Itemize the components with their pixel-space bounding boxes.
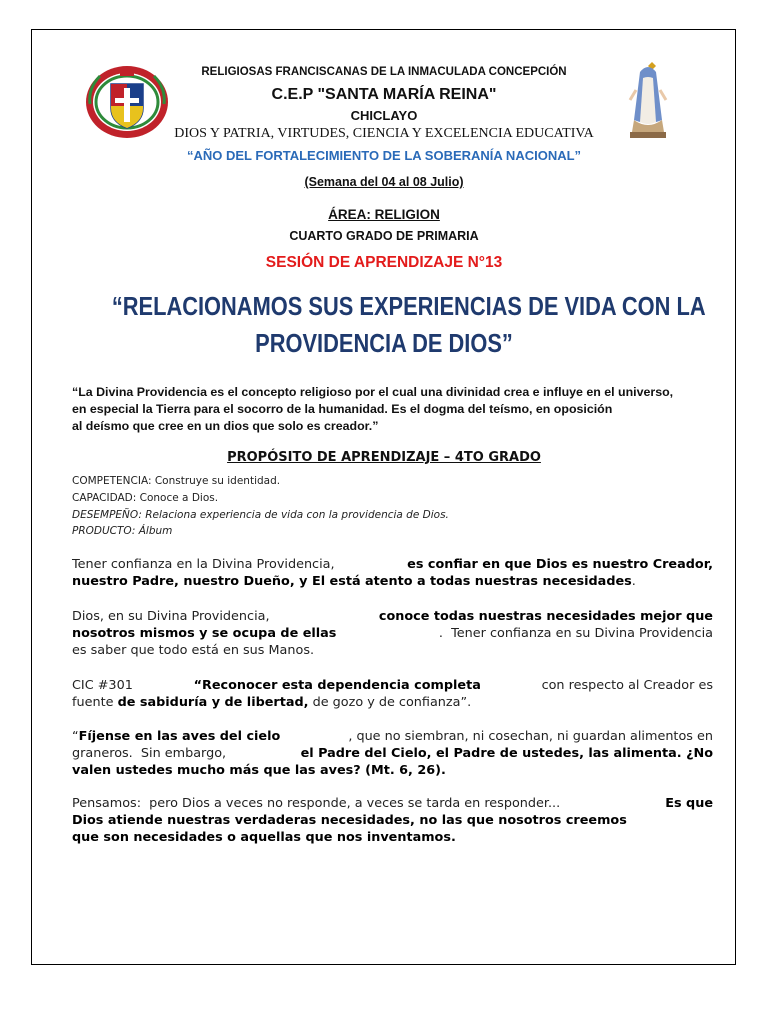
session-number: SESIÓN DE APRENDIZAJE N°13 <box>265 254 503 271</box>
paragraph-thinking: Pensamos: pero Dios a veces no responde, a veces se tarda en responder... Es que Dios atiende nuestras verdaderas necesidades, no las que nosotros creemos que son necesidades o aquellas que nos inventamos. <box>72 796 713 845</box>
desempeno-line: DESEMPEÑO: Relaciona experiencia de vida con la providencia de Dios. <box>72 509 449 521</box>
paragraph-providence: Dios, en su Divina Providencia, conoce todas nuestras necesidades mejor que nosotros mismos y se ocupa de ellas . Tener confianza en su Divina Providencia es saber que todo está en sus Manos. <box>72 609 713 658</box>
purpose-title: PROPÓSITO DE APRENDIZAJE – 4TO GRADO <box>227 450 541 465</box>
year-name: “AÑO DEL FORTALECIMIENTO DE LA SOBERANÍA NACIONAL” <box>186 148 582 163</box>
session-title-line-1: “RELACIONAMOS SUS EXPERIENCIAS DE VIDA CON LA <box>111 291 706 321</box>
congregation-name: RELIGIOSAS FRANCISCANAS DE LA INMACULADA CONCEPCIÓN <box>201 66 567 78</box>
grade-label: CUARTO GRADO DE PRIMARIA <box>289 229 479 243</box>
quote-line-2: en especial la Tierra para el socorro de la humanidad. Es el dogma del teísmo, en oposición <box>72 402 613 416</box>
week-range: (Semana del 04 al 08 Julio) <box>304 175 464 189</box>
school-city: CHICLAYO <box>350 108 418 123</box>
paragraph-birds: “Fíjense en las aves del cielo , que no siembran, ni cosechan, ni guardan alimentos en graneros. Sin embargo, el Padre del Cielo, el Padre de ustedes, las alimenta. ¿No valen ustedes mucho más que las aves? (Mt. 6, 26). <box>72 729 713 778</box>
paragraph-trust: Tener confianza en la Divina Providencia, es confiar en que Dios es nuestro Creador, nuestro Padre, nuestro Dueño, y El está atento a todas nuestras necesidades. <box>72 557 713 589</box>
quote-line-3: al deísmo que cree en un dios que solo es creador.” <box>72 419 379 433</box>
capacidad-line: CAPACIDAD: Conoce a Dios. <box>72 492 219 504</box>
area-label: ÁREA: RELIGION <box>328 207 440 222</box>
producto-line: PRODUCTO: Álbum <box>72 525 173 537</box>
paragraph-cic: CIC #301 “Reconocer esta dependencia completa con respecto al Creador es fuente de sabiduría y de libertad, de gozo y de confianza”. <box>72 678 713 710</box>
quote-line-1: “La Divina Providencia es el concepto religioso por el cual una divinidad crea e influye en el universo, <box>72 385 674 399</box>
school-motto: DIOS Y PATRIA, VIRTUDES, CIENCIA Y EXCELENCIA EDUCATIVA <box>174 126 594 141</box>
session-title-line-2: PROVIDENCIA DE DIOS” <box>255 328 513 358</box>
competencia-line: COMPETENCIA: Construye su identidad. <box>72 475 281 487</box>
school-name: C.E.P "SANTA MARÍA REINA" <box>271 86 497 103</box>
